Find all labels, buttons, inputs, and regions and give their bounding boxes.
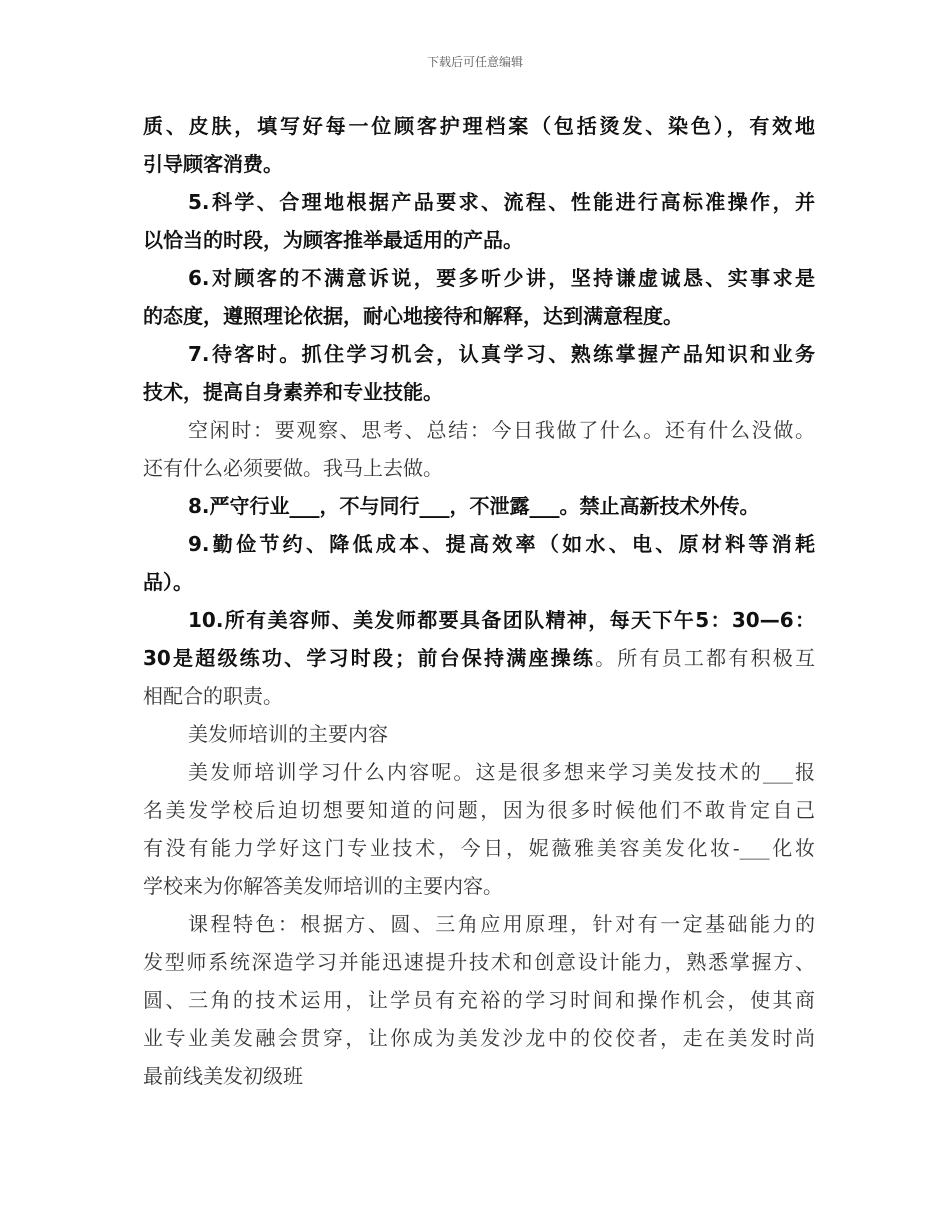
bold-text-segment: 6.对顾客的不满意诉说，要多听少讲，坚持谦虚诚恳、实事求是 <box>188 266 815 290</box>
document-body <box>143 107 815 1095</box>
text-segment: 美发师培训的主要内容 <box>188 722 388 746</box>
text-line <box>143 183 815 221</box>
text-line <box>143 525 815 563</box>
text-line <box>143 259 815 297</box>
bold-text-segment: 5.科学、合理地根据产品要求、流程、性能进行高标准操作，并 <box>188 190 815 214</box>
text-segment: 课程特色：根据方、圆、三角应用原理，针对有一定基础能力的 <box>188 912 815 936</box>
text-line <box>143 905 815 943</box>
bold-text-segment: 10.所有美容师、美发师都要具备团队精神，每天下午5：30—6： <box>188 608 815 632</box>
text-line <box>143 601 815 639</box>
bold-text-segment: 的态度，遵照理论依据，耐心地接待和解释，达到满意程度。 <box>143 304 683 328</box>
text-line <box>143 107 815 145</box>
text-segment: 。所有员工都有积极互 <box>595 646 815 670</box>
text-segment: 学校来为你解答美发师培训的主要内容。 <box>143 874 503 898</box>
text-line <box>143 411 815 449</box>
text-line <box>143 145 815 183</box>
text-line <box>143 639 815 677</box>
text-line <box>143 753 815 791</box>
text-line <box>143 943 815 981</box>
text-line <box>143 487 815 525</box>
bold-text-segment: 8.严守行业___，不与同行___，不泄露___。禁止高新技术外传。 <box>188 494 760 518</box>
text-segment: 名美发学校后迫切想要知道的问题，因为很多时候他们不敢肯定自己 <box>143 798 815 822</box>
bold-text-segment: 9.勤俭节约、降低成本、提高效率（如水、电、原材料等消耗 <box>188 532 815 556</box>
text-segment: 还有什么必须要做。我马上去做。 <box>143 456 443 480</box>
bold-text-segment: 技术，提高自身素养和专业技能。 <box>143 380 443 404</box>
text-line <box>143 1019 815 1057</box>
text-line <box>143 1057 815 1095</box>
bold-text-segment: 品）。 <box>143 570 193 594</box>
text-segment: 空闲时：要观察、思考、总结：今日我做了什么。还有什么没做。 <box>188 418 815 442</box>
bold-text-segment: 质、皮肤，填写好每一位顾客护理档案（包括烫发、染色），有效地 <box>143 114 815 138</box>
text-line <box>143 449 815 487</box>
bold-text-segment: 30是超级练功、学习时段；前台保持满座操练 <box>143 646 596 670</box>
bold-text-segment: 以恰当的时段，为顾客推举最适用的产品。 <box>143 228 523 252</box>
text-segment: 发型师系统深造学习并能迅速提升技术和创意设计能力，熟悉掌握方、 <box>143 950 815 974</box>
text-line <box>143 335 815 373</box>
bold-text-segment: 7.待客时。抓住学习机会，认真学习、熟练掌握产品知识和业务 <box>188 342 815 366</box>
bold-text-segment: 引导顾客消费。 <box>143 152 283 176</box>
text-line <box>143 297 815 335</box>
text-segment: 美发师培训学习什么内容呢。这是很多想来学习美发技术的___报 <box>188 760 815 784</box>
text-line <box>143 981 815 1019</box>
text-segment: 相配合的职责。 <box>143 684 283 708</box>
text-line <box>143 791 815 829</box>
text-segment: 圆、三角的技术运用，让学员有充裕的学习时间和操作机会，使其商 <box>143 988 815 1012</box>
text-line <box>143 867 815 905</box>
text-segment: 有没有能力学好这门专业技术，今日，妮薇雅美容美发化妆-___化妆 <box>143 836 815 860</box>
text-segment: 最前线美发初级班 <box>143 1064 303 1088</box>
text-line <box>143 677 815 715</box>
text-line <box>143 563 815 601</box>
text-line <box>143 221 815 259</box>
text-line <box>143 829 815 867</box>
text-line <box>143 373 815 411</box>
text-line <box>143 715 815 753</box>
text-segment: 业专业美发融会贯穿，让你成为美发沙龙中的佼佼者，走在美发时尚 <box>143 1026 815 1050</box>
header-note: 下载后可任意编辑 <box>426 55 523 69</box>
